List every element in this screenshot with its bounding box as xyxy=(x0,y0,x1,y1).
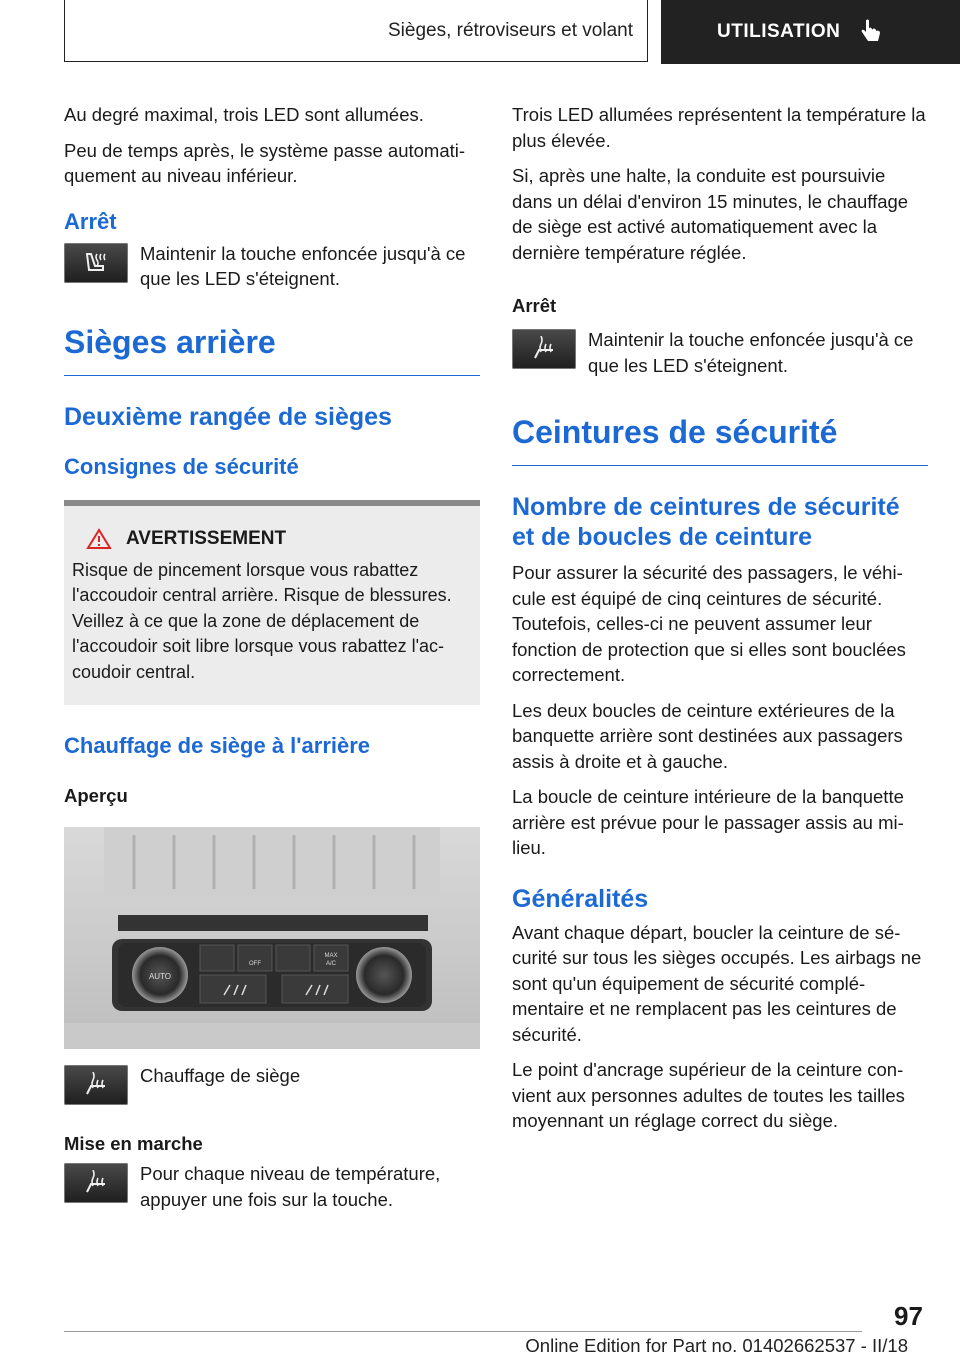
warning-header xyxy=(72,528,472,550)
paragraph: Si, après une halte, la conduite est poursuivie dans un délai d'environ 15 minutes, le chauffage de siège est activé automatiquement avec la dernière température réglée. xyxy=(512,165,909,263)
seat-heating-button-icon xyxy=(64,243,128,283)
paragraph: Peu de temps après, le système passe automati-quement au niveau inférieur. xyxy=(64,139,466,186)
ac-label: A/C xyxy=(325,961,337,967)
instruction-text: Maintenir la touche enfoncée jusqu'à ce que les LED s'éteignent. xyxy=(588,329,914,376)
warning-box xyxy=(64,500,480,706)
heading-seat-belts: Ceintures de sécurité xyxy=(512,414,928,466)
page-number: 97 xyxy=(894,1301,923,1331)
paragraph: La boucle de ceinture intérieure de la banquette arrière est prévue pour le passager assis au mi-lieu. xyxy=(512,786,904,858)
off-label: OFF xyxy=(249,961,261,967)
chapter-label: UTILISATION xyxy=(717,21,841,42)
section-title: Sièges, rétroviseurs et volant xyxy=(64,0,648,62)
subheading-mise-en-marche: Mise en marche xyxy=(64,1133,203,1154)
heading-general: Généralités xyxy=(512,884,649,913)
paragraph: Trois LED allumées représentent la température la plus élevée. xyxy=(512,104,926,151)
footer-edition: Online Edition for Part no. 01402662537 - II/18 xyxy=(525,1335,908,1356)
seat-heating-button-icon xyxy=(64,1065,128,1105)
instruction-text: Pour chaque niveau de température, appuyer une fois sur la touche. xyxy=(140,1163,441,1210)
page-header xyxy=(0,0,960,66)
instruction-text: Maintenir la touche enfoncée jusqu'à ce que les LED s'éteignent. xyxy=(140,242,466,289)
pointing-hand-icon xyxy=(860,19,882,45)
paragraph: Avant chaque départ, boucler la ceinture de sé-curité sur tous les sièges occupés. Les airbags ne sont qu'un équipement de sécurité complé-mentaire et ne remplacent pas les ceintures de sécurité. xyxy=(512,921,922,1045)
warning-text: Risque de pincement lorsque vous rabattez l'accoudoir central arrière. Risque de blessures. Veillez à ce que la zone de déplacement de l'accoudoir soit libre lorsque vous rabattez l'ac-coudoir central. xyxy=(72,559,452,682)
seat-heating-caption: Chauffage de siège xyxy=(140,1065,301,1086)
footer-divider xyxy=(64,1331,862,1332)
instruction-row xyxy=(512,327,928,378)
warning-title: AVERTISSEMENT xyxy=(126,527,287,549)
auto-label: AUTO xyxy=(148,972,172,981)
right-column xyxy=(512,102,928,1144)
warning-triangle-icon xyxy=(86,528,112,550)
paragraph: Les deux boucles de ceinture extérieures de la banquette arrière sont destinées aux passagers assis à droite et à gauche. xyxy=(512,699,903,772)
seat-heating-row xyxy=(64,1063,480,1105)
subheading-apercu: Aperçu xyxy=(64,785,128,806)
paragraph: Le point d'ancrage supérieur de la ceinture con-vient aux personnes adultes de toutes les tailles moyennant un réglage correct du siège. xyxy=(512,1059,905,1131)
left-column xyxy=(64,102,480,1220)
rear-climate-panel-photo xyxy=(64,827,480,1049)
seat-heating-button-icon xyxy=(512,329,576,369)
instruction-row xyxy=(64,241,480,292)
subheading-arret: Arrêt xyxy=(64,208,117,234)
heading-rear-seats: Sièges arrière xyxy=(64,324,480,376)
heading-belt-count: Nombre de ceintures de sécurité et de boucles de ceinture xyxy=(512,493,900,551)
heading-second-row: Deuxième rangée de sièges xyxy=(64,402,392,431)
instruction-row xyxy=(64,1161,480,1212)
max-label: MAX xyxy=(324,953,338,959)
heading-safety: Consignes de sécurité xyxy=(64,453,299,479)
seat-heating-button-icon xyxy=(64,1163,128,1203)
paragraph: Au degré maximal, trois LED sont allumées. xyxy=(64,104,424,125)
subheading-arret: Arrêt xyxy=(512,295,557,316)
chapter-tab xyxy=(661,0,960,64)
paragraph: Pour assurer la sécurité des passagers, le véhi-cule est équipé de cinq ceintures de sécurité. Toutefois, celles-ci ne peuvent assumer leur fonction de protection que si elles sont bouclées correctement. xyxy=(512,562,906,685)
heading-rear-heating: Chauffage de siège à l'arrière xyxy=(64,733,371,758)
